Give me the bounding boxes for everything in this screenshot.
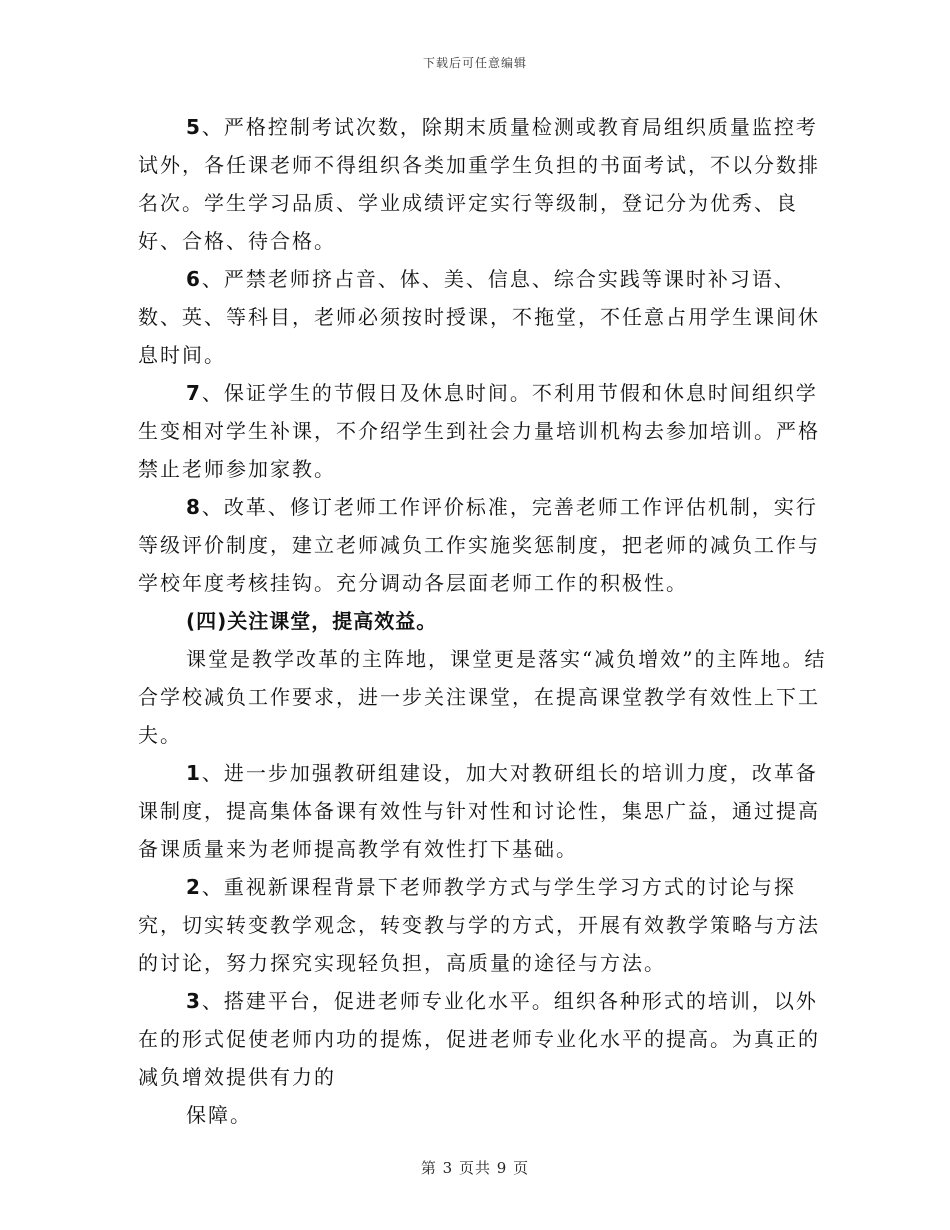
paragraph-item-8 bbox=[138, 488, 828, 602]
section-intro: 课堂是教学改革的主阵地，课堂更是落实“减负增效”的主阵地。结合学校减负工作要求，进一步关注课堂，在提高课堂教学有效性上下工夫。 bbox=[138, 647, 827, 747]
document-body bbox=[138, 108, 828, 1134]
page-number-footer: 第 3 页共 9 页 bbox=[420, 1159, 530, 1177]
paragraph-text: 、严禁老师挤占音、体、美、信息、综合实践等课时补习语、数、英、等科目，老师必须按时授课，不拖堂，不任意占用学生课间休息时间。 bbox=[138, 267, 820, 367]
section-heading: (四)关注课堂，提高效益。 bbox=[186, 609, 438, 633]
paragraph-text: 、保证学生的节假日及休息时间。不利用节假和休息时间组织学生变相对学生补课，不介绍学生到社会力量培训机构去参加培训。严格禁止老师参加家教。 bbox=[138, 381, 820, 481]
paragraph-number: 1 bbox=[186, 761, 202, 785]
page-header-note: 下载后可任意编辑 bbox=[422, 56, 527, 70]
paragraph-number: 3 bbox=[186, 989, 202, 1013]
paragraph-item-7 bbox=[138, 374, 828, 488]
closing-line: 保障。 bbox=[186, 1103, 252, 1127]
paragraph-item-6 bbox=[138, 260, 828, 374]
paragraph-item-5 bbox=[138, 108, 828, 260]
paragraph-number: 6 bbox=[186, 267, 202, 291]
paragraph-number: 8 bbox=[186, 495, 202, 519]
paragraph-number: 2 bbox=[186, 875, 202, 899]
paragraph-number: 5 bbox=[186, 115, 202, 139]
paragraph-text: 、改革、修订老师工作评价标准，完善老师工作评估机制，实行等级评价制度，建立老师减负工作实施奖惩制度，把老师的减负工作与学校年度考核挂钩。充分调动各层面老师工作的积极性。 bbox=[138, 495, 820, 595]
paragraph-text: 、重视新课程背景下老师教学方式与学生学习方式的讨论与探究，切实转变教学观念，转变教与学的方式，开展有效教学策略与方法的讨论，努力探究实现轻负担，高质量的途径与方法。 bbox=[138, 875, 820, 975]
paragraph-number: 7 bbox=[186, 381, 202, 405]
paragraph-text: 、搭建平台，促进老师专业化水平。组织各种形式的培训，以外在的形式促使老师内功的提炼，促进老师专业化水平的提高。为真正的减负增效提供有力的 bbox=[138, 989, 820, 1089]
paragraph-text: 、严格控制考试次数，除期末质量检测或教育局组织质量监控考试外，各任课老师不得组织各类加重学生负担的书面考试，不以分数排名次。学生学习品质、学业成绩评定实行等级制，登记分为优秀、良好、合格、待合格。 bbox=[138, 115, 820, 253]
paragraph-item-1 bbox=[138, 754, 828, 868]
paragraph-item-3 bbox=[138, 982, 828, 1096]
paragraph-item-2 bbox=[138, 868, 828, 982]
paragraph-text: 、进一步加强教研组建设，加大对教研组长的培训力度，改革备课制度，提高集体备课有效性与针对性和讨论性，集思广益，通过提高备课质量来为老师提高教学有效性打下基础。 bbox=[138, 761, 820, 861]
